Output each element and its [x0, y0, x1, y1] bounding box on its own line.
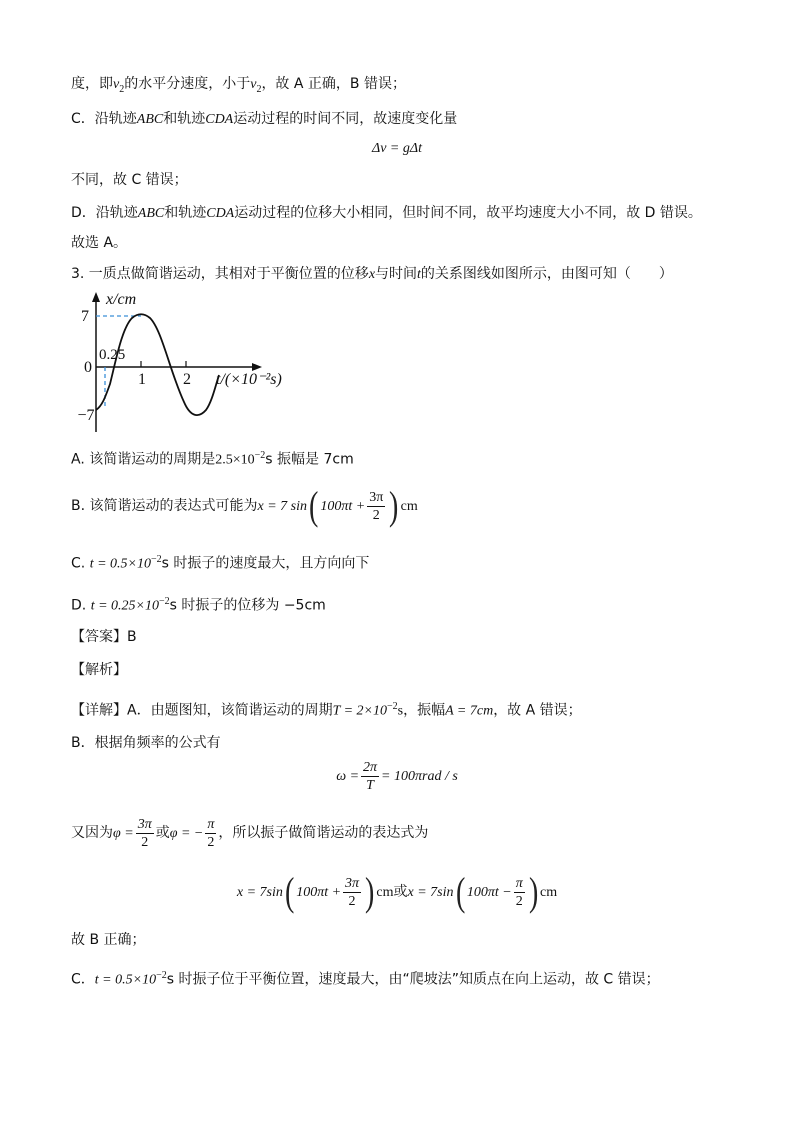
- tick-label-1: 1: [138, 371, 146, 388]
- prev-line-1: 度，即$v_2$的水平分速度，小于$v_2$，故 A 正确，B 错误；: [71, 76, 406, 95]
- option-d[interactable]: D. $t = 0.25\times 10^{-2}s$ 时振子的位移为 −5cm: [71, 596, 326, 614]
- detail-a: 【详解】A．由题图知，该简谐运动的周期$T = 2\times 10^{-2}s$，振幅A = 7cm，故 A 错误；: [71, 701, 582, 719]
- prev-line-choose: 故选 A。: [71, 235, 128, 251]
- option-c[interactable]: C. $t = 0.5\times 10^{-2}s$ 时振子的速度最大，且方向向下: [71, 554, 370, 572]
- y-axis-label: x/cm: [106, 291, 137, 308]
- detail-b-intro: B．根据角频率的公式有: [71, 735, 221, 751]
- tick-label-7: 7: [81, 308, 89, 325]
- option-b[interactable]: B. 该简谐运动的表达式可能为x = 7 sin( 100πt + $\frac{3\pi}{2}$ ) cm: [71, 483, 418, 528]
- prev-line-c: C．沿轨迹ABC和轨迹CDA运动过程的时间不同，故速度变化量: [71, 111, 458, 127]
- tick-label-neg7: −7: [77, 407, 95, 424]
- question-stem: 3. 一质点做简谐运动，其相对于平衡位置的位移x与时间t的关系图线如图所示，由图可知（ ）: [71, 266, 673, 282]
- equation-delta-v: Δv = gΔt: [372, 141, 422, 156]
- analysis-label: 【解析】: [71, 662, 127, 678]
- prev-line-c-conclusion: 不同，故 C 错误；: [71, 172, 188, 188]
- answer-label: 【答案】B: [71, 629, 137, 645]
- y-axis-arrow: [92, 292, 100, 302]
- equation-expressions: x = 7sin( 100πt + $\frac{3\pi}{2}$ ) cm或x = 7sin( 100πt − $\frac{\pi}{2}$ ) cm: [236, 869, 558, 914]
- detail-b-conclusion: 故 B 正确；: [71, 932, 146, 948]
- x-axis-arrow: [252, 363, 262, 371]
- tick-label-025: 0.25: [99, 347, 126, 363]
- detail-c: C．$t = 0.5\times 10^{-2}s$ 时振子位于平衡位置，速度最大，由“爬坡法”知质点在向上运动，故 C 错误；: [71, 970, 660, 988]
- tick-label-0: 0: [84, 359, 92, 376]
- oscillation-graph: [72, 288, 302, 436]
- tick-label-2: 2: [183, 371, 191, 388]
- equation-omega: ω = $\frac{2\pi}{T}$ = 100πrad / s: [336, 759, 458, 793]
- option-a[interactable]: A. 该简谐运动的周期是$2.5\times 10^{-2}s$ 振幅是 7cm: [71, 450, 354, 468]
- displacement-curve: [96, 314, 219, 415]
- detail-phi: 又因为φ = $\frac{3\pi}{2}$ 或φ = − $\frac{\pi}{2}$ ，所以振子做简谐运动的表达式为: [71, 816, 429, 850]
- prev-line-d: D．沿轨迹ABC和轨迹CDA运动过程的位移大小相同，但时间不同，故平均速度大小不同，故 D 错误。: [71, 205, 702, 221]
- x-axis-label: t/(×10⁻²s): [216, 371, 282, 388]
